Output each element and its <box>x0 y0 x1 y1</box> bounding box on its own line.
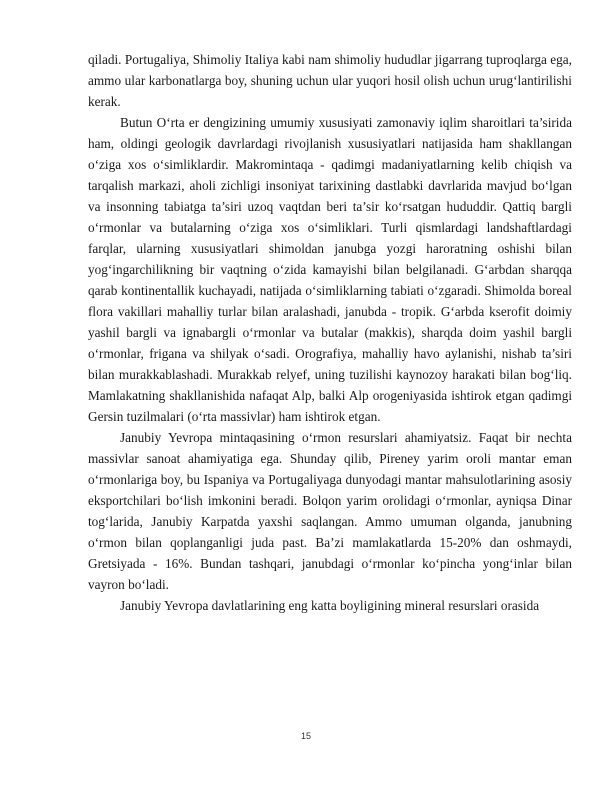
paragraph-continuation: qiladi. Portugaliya, Shimoliy Italiya kabi nam shimoliy hududlar jigarrang tuproqlarga ega, ammo ular karbonatlarga boy, shuning uchun ular yuqori hosil olish uchun urug‘lantirilishi kerak. <box>88 52 572 109</box>
page-number: 15 <box>300 731 311 741</box>
paragraph-forest-resources: Janubiy Yevropa mintaqasining o‘rmon resurslari ahamiyatsiz. Faqat bir nechta massivlar sanoat ahamiyatiga ega. Shunday qilib, Pireney yarim oroli mantar eman o‘rmonlariga boy, bu Ispaniya va Portugaliyaga dunyodagi mantar mahsulotlarining asosiy eksportchilari bo‘lish imkonini beradi. Bolqon yarim orolidagi o‘rmonlar, ayniqsa Dinar tog‘larida, Janubiy Karpatda yaxshi saqlangan. Ammo umuman olganda, janubning o‘rmon bilan qoplanganligi juda past. Ba’zi mamlakatlarda 15-20% dan oshmaydi, Gretsiyada - 16%. Bundan tashqari, janubdagi o‘rmonlar ko‘pincha yong‘inlar bilan vayron bo‘ladi. <box>88 430 572 592</box>
paragraph-vegetation: Butun O‘rta er dengizining umumiy xususiyati zamonaviy iqlim sharoitlari ta’sirida ham, oldingi geologik davrlardagi rivojlanish xususiyatlari natijasida ham shakllangan o‘ziga xos o‘simliklardir. Makromintaqa - qadimgi madaniyatlarning kelib chiqish va tarqalish markazi, aholi zichligi insoniyat tarixining dastlabki davrlarida mavjud bo‘lgan va insonning tabiatga ta’siri uzoq vaqtdan beri ta’sir ko‘rsatgan hududdir. Qattiq bargli o‘rmonlar va butalarning o‘ziga xos o‘simliklari. Turli qismlardagi landshaftlardagi farqlar, ularning xususiyatlari shimoldan janubga yozgi haroratning oshishi bilan yog‘ingarchilikning bir vaqtning o‘zida kamayishi bilan belgilanadi. G‘arbdan sharqqa qarab kontinentallik kuchayadi, natijada o‘simliklarning tabiati o‘zgaradi. Shimolda boreal flora vakillari mahalliy turlar bilan aralashadi, janubda - tropik. G‘arbda kserofit doimiy yashil bargli va ignabargli o‘rmonlar va butalar (makkis), sharqda doim yashil bargli o‘rmonlar, frigana va shilyak o‘sadi. Orografiya, mahalliy havo aylanishi, nishab ta’siri bilan murakkablashadi. Murakkab relyef, uning tuzilishi kaynozoy harakati bilan bog‘liq. Mamlakatning shakllanishida nafaqat Alp, balki Alp orogeniyasida ishtirok etgan qadimgi Gersin tuzilmalari (o‘rta massivlar) ham ishtirok etgan. <box>88 115 572 424</box>
paragraph-mineral-resources: Janubiy Yevropa davlatlarining eng katta boyligining mineral resurslari orasida <box>120 598 540 613</box>
document-body <box>88 49 572 616</box>
